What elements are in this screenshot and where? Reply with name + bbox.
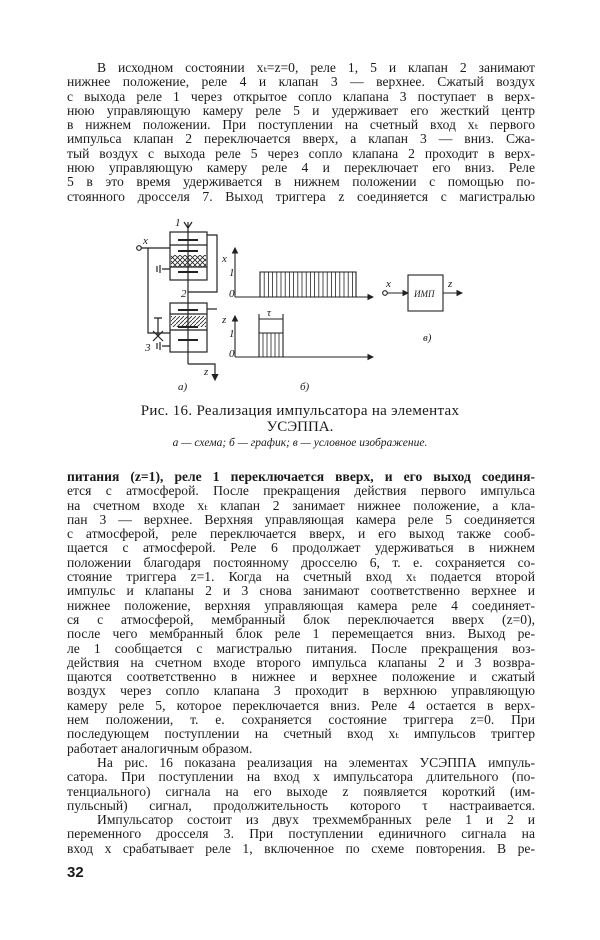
x-pulse-hatch — [264, 272, 352, 297]
imp-input-x: x — [386, 278, 391, 290]
text-line: работает аналогичным образом. — [67, 741, 253, 756]
text-line: В исходном состоянии xₜ=z=0, реле 1, 5 и клапан 2 занимают — [97, 61, 535, 75]
imp-output-z: z — [448, 278, 453, 290]
text-line: тый воздух с выхода реле 5 через сопло клапана 2 проходит в верх- — [67, 146, 535, 161]
timing-graph — [235, 248, 373, 357]
text-line: стоянного дросселя 7. Выход триггера z соединяется с магистралью — [67, 189, 535, 204]
text-line: На рис. 16 показана реализация на элементах УСЭППА импуль- — [97, 755, 535, 770]
label-relay-2: 2 — [181, 288, 187, 300]
graph-tick-0: 0 — [229, 288, 235, 300]
text-line: нижнее положение, реле 4 и клапан 3 — верхнее. Сжатый воздух — [67, 75, 535, 90]
figure-caption-cont: УСЭППА. — [266, 419, 334, 435]
text-line: нижнее положение, верхняя управляющая камера реле 4 соединяет- — [67, 598, 535, 613]
graph-tick-0: 0 — [229, 348, 235, 360]
text-line: щается с атмосферой. Реле 6 продолжает удерживаться в нижнем — [67, 541, 535, 556]
page-number: 32 — [67, 864, 84, 881]
text-line: положении благодаря постоянному дросселю 6, т. е. сохраняется со- — [67, 555, 535, 570]
text-line: импульс и клапаны 2 и 3 снова занимают соответственно верхнее и — [67, 584, 535, 599]
label-throttle-3: 3 — [145, 342, 151, 354]
text-line: Импульсатор состоит из двух трехмембранных реле 1 и 2 и — [97, 813, 535, 828]
text-line: стояние триггера z=1. Когда на счетный вход xₜ подается второй — [67, 570, 535, 585]
text-line: последующем поступлении на счетный вход xₜ импульсов триггер — [67, 727, 535, 742]
text-line: действия на счетном входе второго импульса клапаны 2 и 3 возвра- — [67, 655, 535, 670]
text-line: с атмосферой, реле переключается вверх, и его выход также сооб- — [67, 527, 535, 542]
figure-legend: а — схема; б — график; в — условное изображение. — [172, 437, 428, 449]
graph-tick-1: 1 — [229, 267, 235, 279]
text-line: пульсный) сигнал, продолжительность которого τ настраивается. — [67, 798, 535, 813]
text-line: импульса клапан 2 переключается вверх, а клапан 3 — вниз. Сжа- — [67, 132, 535, 147]
text-line: сатора. При поступлении на вход x импульсатора длительного (по- — [67, 770, 535, 785]
text-line: нюю управляющую камеру реле 5 и удерживает его жесткий центр — [67, 103, 535, 118]
body-text — [67, 470, 535, 856]
label-input-x: x — [143, 235, 148, 247]
subfigure-a-label: а) — [178, 381, 188, 393]
label-output-z: z — [204, 366, 209, 378]
text-line: воздух через сопло клапана 3 проходит в верхнюю управляющую — [67, 684, 535, 699]
text-line: тенциального) сигнала на его выходе z появляется короткий (им- — [67, 784, 535, 799]
text-line: ся с атмосферой, мембранный блок переключается вверх (z=0), — [67, 612, 535, 627]
text-line: переменного дросселя 3. При поступлении единичного сигнала на — [67, 827, 535, 842]
figure-caption: Рис. 16. Реализация импульсатора на элементах — [140, 403, 460, 419]
text-line: в нижнем положении. При поступлении на счетный вход xₜ первого — [67, 118, 535, 133]
text-line: с выхода реле 1 через открытое сопло клапана 3 поступает в верх- — [67, 89, 535, 104]
text-line: пан 3 — верхнее. Верхняя управляющая камера реле 5 соединяется — [67, 512, 535, 527]
text-line: ется с атмосферой. После прекращения действия первого импульса — [67, 484, 535, 499]
z-pulse-hatch — [263, 333, 279, 357]
figure-16 — [0, 0, 600, 400]
text-line: щаются соответственно в нижнее и верхнее положение и сжатый — [67, 670, 535, 685]
text-line: на счетном входе xₜ клапан 2 занимает нижнее положение, а кла- — [67, 498, 535, 513]
graph-tick-1: 1 — [229, 328, 235, 340]
text-line: нюю управляющую камеру реле 4 и переключает его вниз. Реле — [67, 161, 535, 176]
text-line: вход x срабатывает реле 1, включенное по схеме повторения. В ре- — [67, 841, 535, 856]
graph-label-z: z — [222, 314, 227, 326]
imp-block-label: ИМП — [414, 289, 435, 299]
x-pulse — [260, 272, 356, 297]
graph-label-tau: τ — [267, 307, 271, 319]
text-line: нем положении, т. е. сохраняется состояние триггера z=0. При — [67, 713, 535, 728]
text-line: после чего мембранный блок реле 1 перемещается вниз. Выход ре- — [67, 627, 535, 642]
text-line: 5 в это время удерживается в нижнем положении с помощью по- — [67, 175, 535, 190]
schematic — [137, 222, 217, 380]
graph-label-x: x — [222, 253, 227, 265]
label-relay-1: 1 — [175, 217, 181, 229]
text-line: питания (z=1), реле 1 переключается вверх, и его выход соединя- — [67, 470, 535, 484]
subfigure-c-label: в) — [423, 332, 432, 344]
subfigure-b-label: б) — [300, 381, 310, 393]
text-line: камеру реле 5, которое переключается вниз. Реле 4 остается в верх- — [67, 698, 535, 713]
text-line: ле 1 сообщается с магистралью питания. После прекращения воз- — [67, 641, 535, 656]
